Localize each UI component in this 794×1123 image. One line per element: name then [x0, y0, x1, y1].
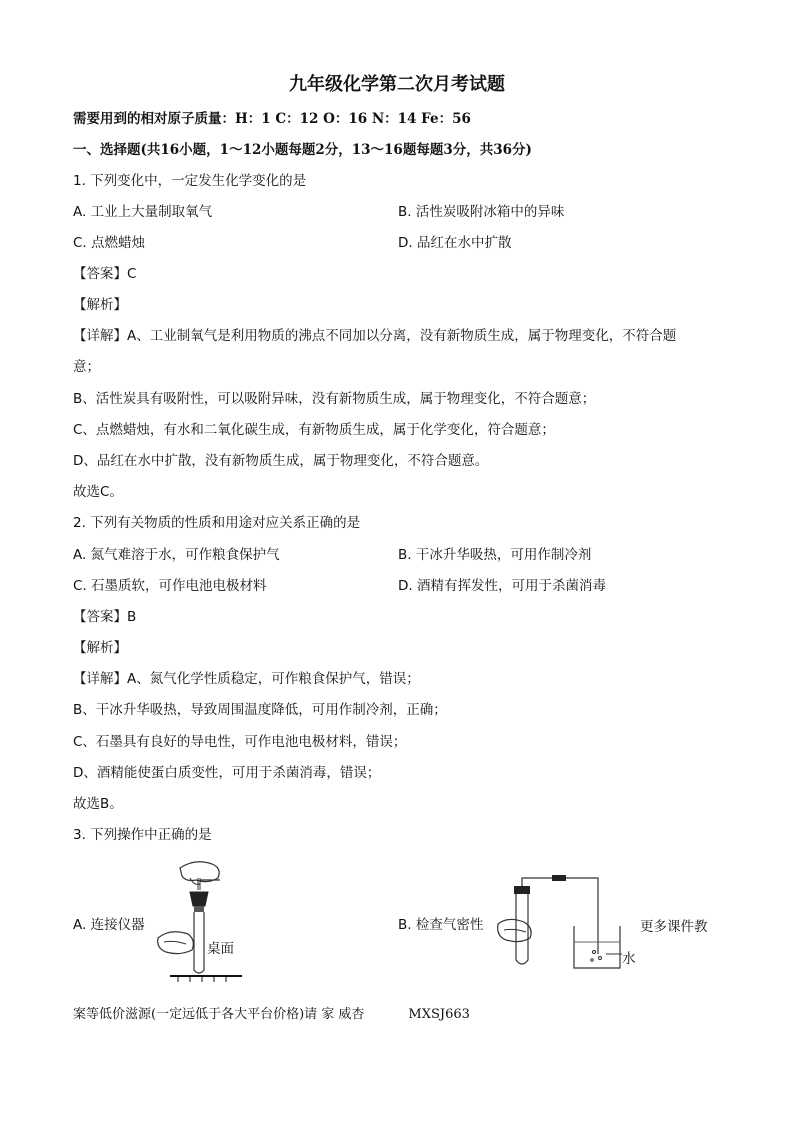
- q3-stem: 3. 下列操作中正确的是: [73, 827, 212, 843]
- page-title: 九年级化学第二次月考试题: [289, 74, 505, 95]
- q1-option-d: D. 品红在水中扩散: [398, 235, 512, 251]
- q1-detail-2: B、活性炭具有吸附性，可以吸附异味，没有新物质生成，属于物理变化，不符合题意；: [73, 391, 596, 407]
- q2-analysis: 【解析】: [73, 640, 127, 656]
- q2-conclusion: 故选B。: [73, 796, 123, 812]
- q1-detail-1b: 意；: [73, 359, 100, 375]
- airtightness-figure: [494, 872, 624, 972]
- q2-stem: 2. 下列有关物质的性质和用途对应关系正确的是: [73, 515, 361, 531]
- q2-option-a: A. 氮气难溶于水，可作粮食保护气: [73, 547, 280, 563]
- footer: [73, 1003, 470, 1022]
- q1-detail-4: D、品红在水中扩散，没有新物质生成，属于物理变化，不符合题意。: [73, 453, 489, 469]
- q1-conclusion: 故选C。: [73, 484, 123, 500]
- q2-detail-2: B、干冰升华吸热，导致周围温度降低，可用作制冷剂，正确；: [73, 702, 447, 718]
- q1-option-a: A. 工业上大量制取氧气: [73, 204, 213, 220]
- q3-option-a: A. 连接仪器: [73, 917, 145, 933]
- q2-option-b: B. 干冰升华吸热，可用作制冷剂: [398, 547, 592, 563]
- q1-detail-1: 【详解】A、工业制氧气是利用物质的沸点不同加以分离，没有新物质生成，属于物理变化，不符合题: [73, 328, 677, 344]
- water-label: 水: [622, 951, 636, 967]
- q2-option-c: C. 石墨质软，可作电池电极材料: [73, 578, 267, 594]
- q1-analysis: 【解析】: [73, 297, 127, 313]
- section-heading: 一、选择题(共16小题，1～12小题每题2分，13～16题每题3分，共36分): [73, 142, 532, 158]
- atomic-mass-line: 需要用到的相对原子质量：H：1 C：12 O：16 N：14 Fe：56: [73, 111, 471, 127]
- q1-option-c: C. 点燃蜡烛: [73, 235, 146, 251]
- desk-label: 桌面: [207, 941, 234, 957]
- q1-detail-3: C、点燃蜡烛，有水和二氧化碳生成，有新物质生成，属于化学变化，符合题意；: [73, 422, 555, 438]
- side-text: 更多课件教: [640, 919, 708, 935]
- connect-apparatus-figure: [150, 858, 250, 983]
- q2-detail-1: 【详解】A、氮气化学性质稳定，可作粮食保护气，错误；: [73, 671, 420, 687]
- q2-answer: 【答案】B: [73, 609, 137, 625]
- q3-option-b: B. 检查气密性: [398, 917, 484, 933]
- q2-option-d: D. 酒精有挥发性，可用于杀菌消毒: [398, 578, 606, 594]
- footer-code: MXSJ663: [408, 1007, 470, 1022]
- q2-detail-3: C、石墨具有良好的导电性，可作电池电极材料，错误；: [73, 734, 407, 750]
- q1-stem: 1. 下列变化中，一定发生化学变化的是: [73, 173, 307, 189]
- footer-text: 案等低价滋源(一定远低于各大平台价格)请 家 威杏: [73, 1007, 365, 1022]
- q1-option-b: B. 活性炭吸附冰箱中的异味: [398, 204, 565, 220]
- q2-detail-4: D、酒精能使蛋白质变性，可用于杀菌消毒，错误；: [73, 765, 381, 781]
- q1-answer: 【答案】C: [73, 266, 137, 282]
